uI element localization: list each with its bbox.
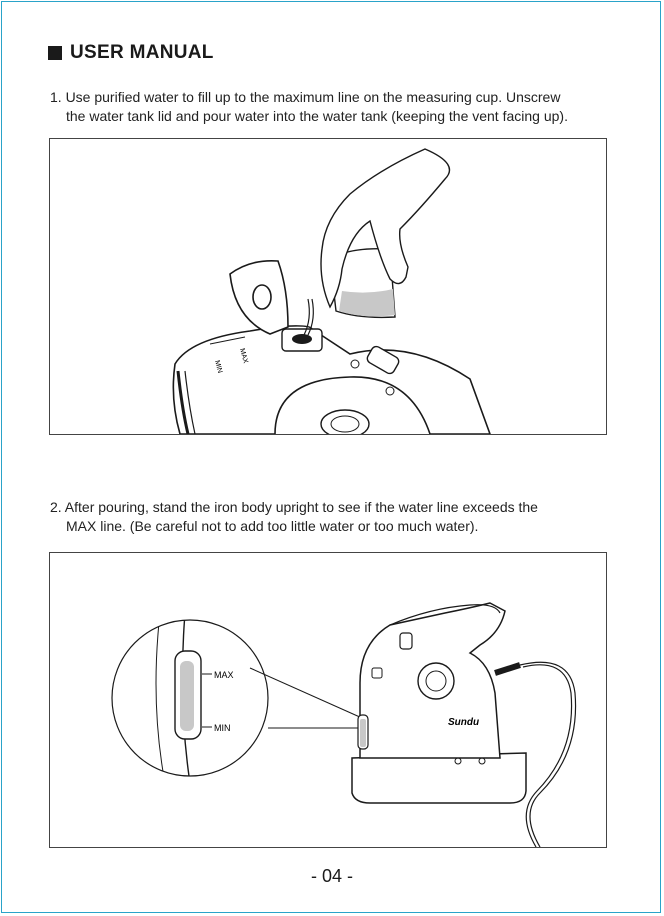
zoom-max-label: MAX <box>214 670 234 680</box>
brand-logo-text: Sundu <box>448 717 480 728</box>
step-1-figure <box>49 138 607 435</box>
lid-vent-icon <box>253 285 271 309</box>
page-number: - 04 - <box>310 866 353 886</box>
step-1-line-1: 1. Use purified water to fill up to the maximum line on the measuring cup. Unscrew <box>50 89 561 105</box>
zoom-water-level <box>180 661 194 731</box>
measuring-cup-water <box>339 289 395 316</box>
heading-square-icon <box>48 46 62 60</box>
manual-heading <box>48 42 214 64</box>
step-2-instructions <box>50 498 620 536</box>
power-cord <box>520 662 576 847</box>
fig1-max-label: MAX <box>238 347 249 365</box>
step-1-line-2: the water tank lid and pour water into the water tank (keeping the vent facing up). <box>66 108 568 124</box>
step-2-line-1: 2. After pouring, stand the iron body upright to see if the water line exceeds the <box>50 499 538 515</box>
step-2-figure <box>49 552 607 848</box>
cord-strain-relief <box>495 665 520 673</box>
step-1-instructions <box>50 88 620 126</box>
fig1-min-label: MIN <box>213 359 224 374</box>
iron-filling-illustration <box>50 139 606 434</box>
upright-dial-icon <box>418 663 454 699</box>
iron-upright-illustration <box>50 553 606 847</box>
step-2-line-2: MAX line. (Be careful not to add too little water or too much water). <box>66 518 479 534</box>
temperature-dial-icon <box>321 410 369 434</box>
water-tank-opening <box>292 334 312 344</box>
zoom-min-label: MIN <box>214 723 231 733</box>
manual-title: USER MANUAL <box>70 42 214 63</box>
upright-water-level <box>360 719 366 747</box>
upright-steam-switch-icon <box>400 633 412 649</box>
iron-stand-base <box>352 753 526 803</box>
upright-lid-icon <box>372 668 382 678</box>
